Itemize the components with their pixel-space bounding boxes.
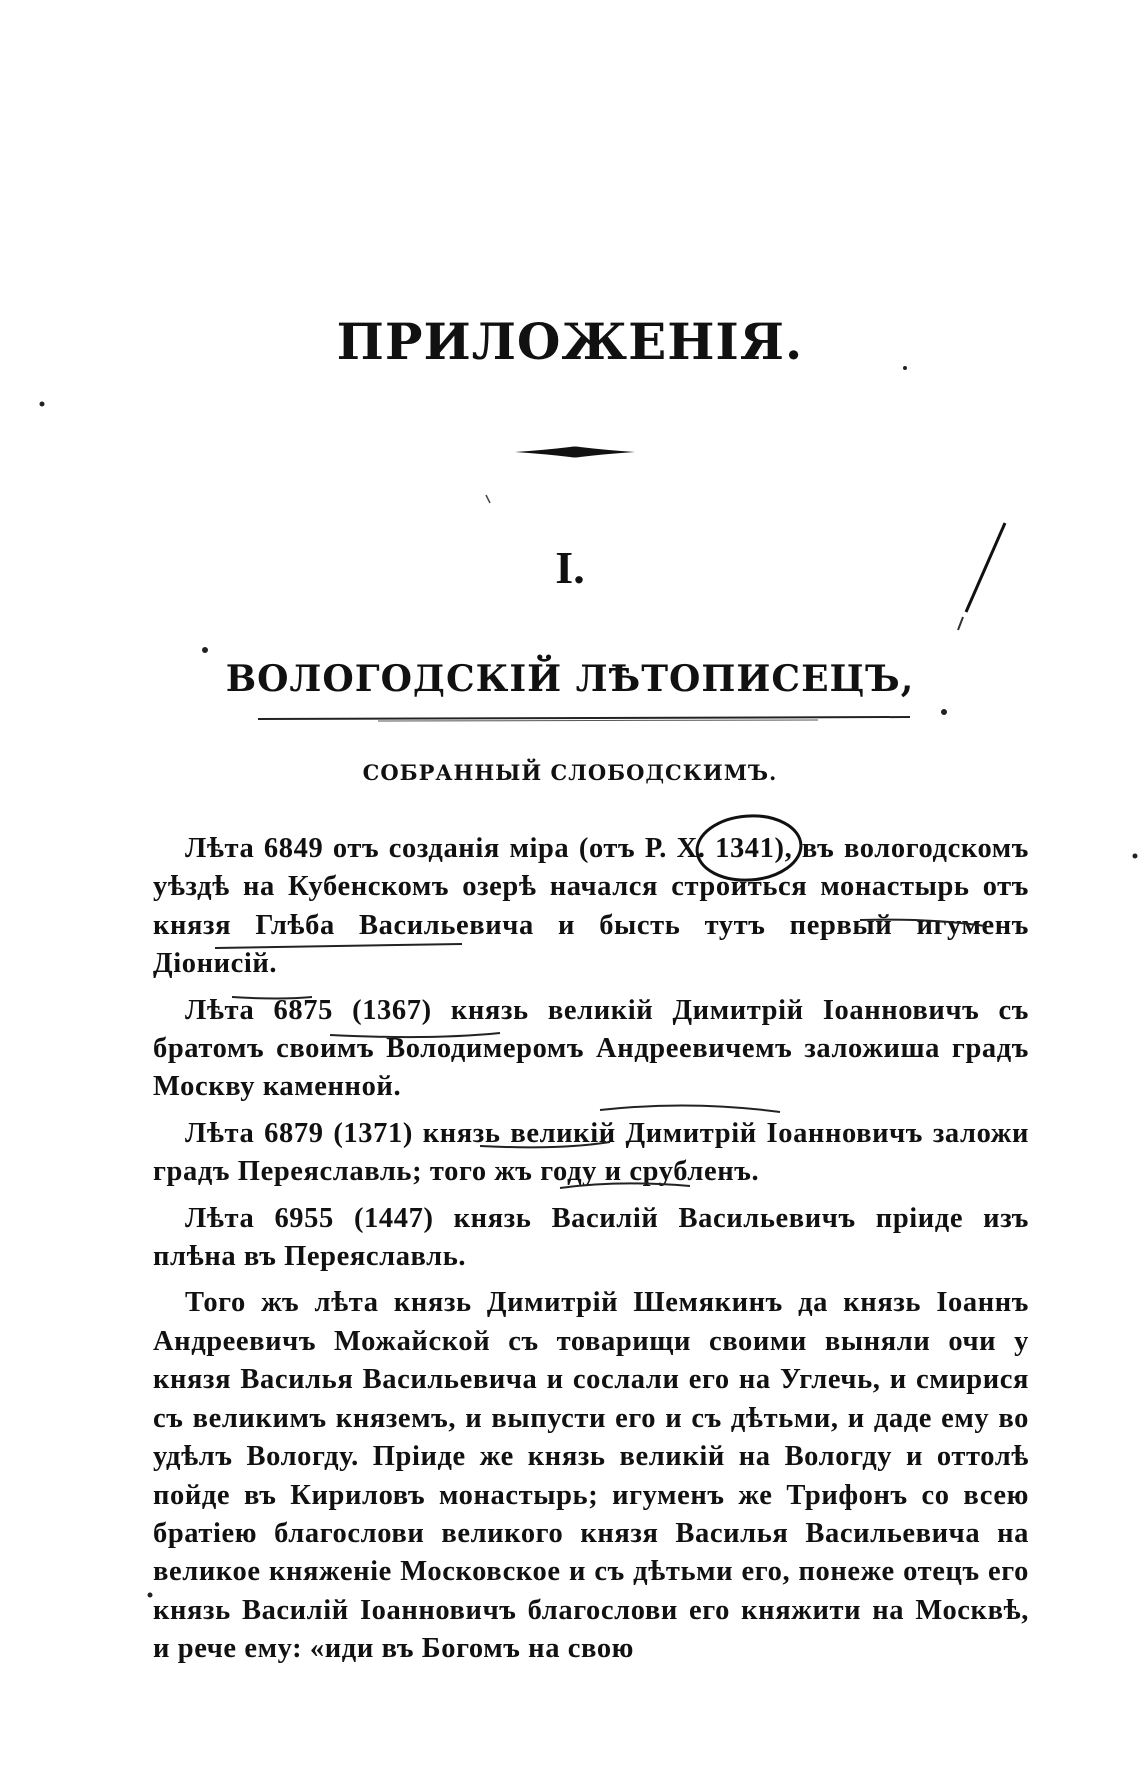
paragraph: Лѣта 6879 (1371) князь великій Димитрій Іоанновичъ заложи градъ Переяславль; того жъ году и срубленъ. — [153, 1117, 1029, 1188]
page-title: ПРИЛОЖЕНІЯ. — [336, 312, 804, 371]
paragraph: Лѣта 6875 (1367) князь великій Димитрій Іоанновичъ съ братомъ своимъ Володимеромъ Андреевичемъ заложиша градъ Москву каменной. — [153, 994, 1029, 1103]
section-number: I. — [555, 542, 585, 593]
ink-speck — [486, 495, 490, 503]
ink-speck — [202, 647, 208, 653]
paragraph: Того жъ лѣта князь Димитрій Шемякинъ да князь Іоаннъ Андреевичъ Можайской съ товарищи своими выняли очи у князя Василья Васильевича и сослали его на Углечь, и смирися съ великимъ княземъ, и выпусти его и съ дѣтьми, и даде ему во удѣлъ Вологду. Пріиде же князь великій на Вологду и оттолѣ пойде въ Кириловъ монастырь; игуменъ же Трифонъ со всею братіею благослови великого князя Василья Васильевича на великое княженіе Московское и съ дѣтьми его, понеже отецъ его князь Василій Іоанновичъ благослови его княжити на Москвѣ, и рече ему: «иди въ Богомъ на свою — [153, 1287, 1029, 1665]
ink-speck — [148, 1593, 153, 1598]
ink-speck — [1133, 854, 1138, 859]
paragraph: Лѣта 6849 отъ созданія міра (отъ Р. Х. 1341), въ вологодскомъ уѣздѣ на Кубенскомъ озерѣ начался строиться монастырь отъ князя Глѣба Васильевича и бысть тутъ первый игуменъ Діонисій. — [153, 833, 1029, 980]
title-underline — [258, 714, 910, 722]
section-title: ВОЛОГОДСКІЙ ЛѢТОПИСЕЦЪ, — [225, 658, 915, 700]
ornament-divider — [515, 445, 635, 459]
chronicle-text — [153, 830, 1029, 1677]
ink-speck — [941, 709, 947, 715]
section-subtitle: СОБРАННЫЙ СЛОБОДСКИМЪ. — [362, 760, 778, 785]
ink-speck — [40, 402, 45, 407]
paragraph: Лѣта 6955 (1447) князь Василій Васильевичъ пріиде изъ плѣна въ Переяславль. — [153, 1202, 1029, 1273]
